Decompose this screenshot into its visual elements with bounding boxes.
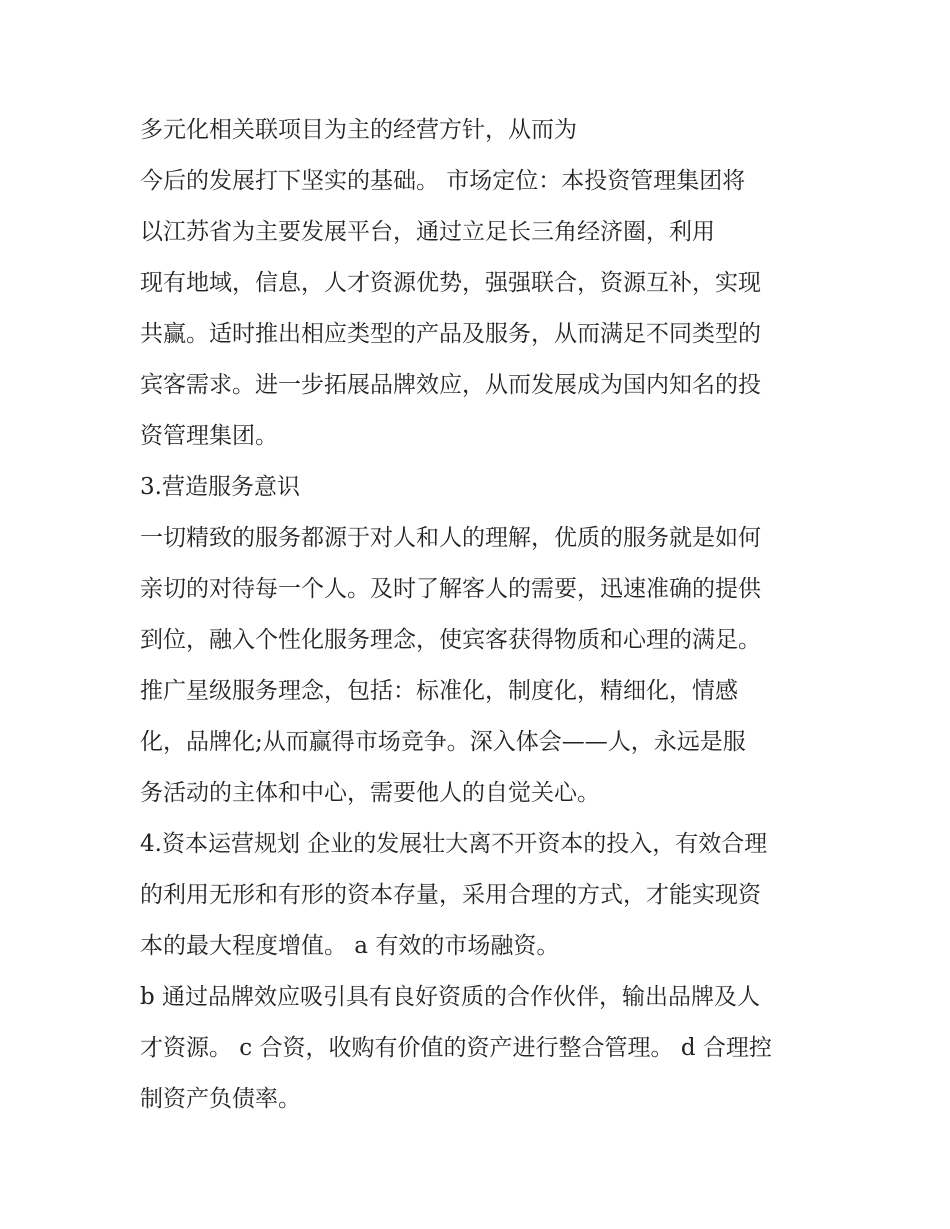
text-line: 的利用无形和有形的资本存量，采用合理的方式，才能实现资	[140, 882, 761, 908]
text-line: 现有地域，信息，人才资源优势，强强联合，资源互补，实现	[140, 270, 761, 296]
text-line: 一切精致的服务都源于对人和人的理解，优质的服务就是如何	[140, 525, 761, 551]
text-line: 多元化相关联项目为主的经营方针，从而为	[140, 117, 577, 143]
text-line: 化，品牌化;从而赢得市场竞争。深入体会——人，永远是服	[140, 729, 746, 755]
text-line: 宾客需求。进一步拓展品牌效应，从而发展成为国内知名的投	[140, 372, 761, 398]
section-heading-line: 4.资本运营规划 企业的发展壮大离不开资本的投入，有效合理	[140, 831, 768, 857]
text-line: 今后的发展打下坚实的基础。 市场定位：本投资管理集团将	[140, 168, 746, 194]
text-line: 才资源。 c 合资，收购有价值的资产进行整合管理。 d 合理控	[140, 1035, 772, 1061]
text-line: 本的最大程度增值。 a 有效的市场融资。	[140, 933, 560, 959]
text-line: 资管理集团。	[140, 423, 278, 449]
text-line: 共赢。适时推出相应类型的产品及服务，从而满足不同类型的	[140, 321, 761, 347]
text-line: 以江苏省为主要发展平台，通过立足长三角经济圈，利用	[140, 219, 715, 245]
body-text	[140, 112, 820, 1132]
section-heading: 3.营造服务意识	[140, 474, 300, 500]
text-line: 推广星级服务理念，包括：标准化，制度化，精细化，情感	[140, 678, 738, 704]
text-line: 亲切的对待每一个人。及时了解客人的需要，迅速准确的提供	[140, 576, 761, 602]
text-line: 制资产负债率。	[140, 1086, 301, 1112]
text-line: b 通过品牌效应吸引具有良好资质的合作伙伴，输出品牌及人	[140, 984, 761, 1010]
text-line: 到位，融入个性化服务理念，使宾客获得物质和心理的满足。	[140, 627, 761, 653]
text-line: 务活动的主体和中心，需要他人的自觉关心。	[140, 780, 600, 806]
